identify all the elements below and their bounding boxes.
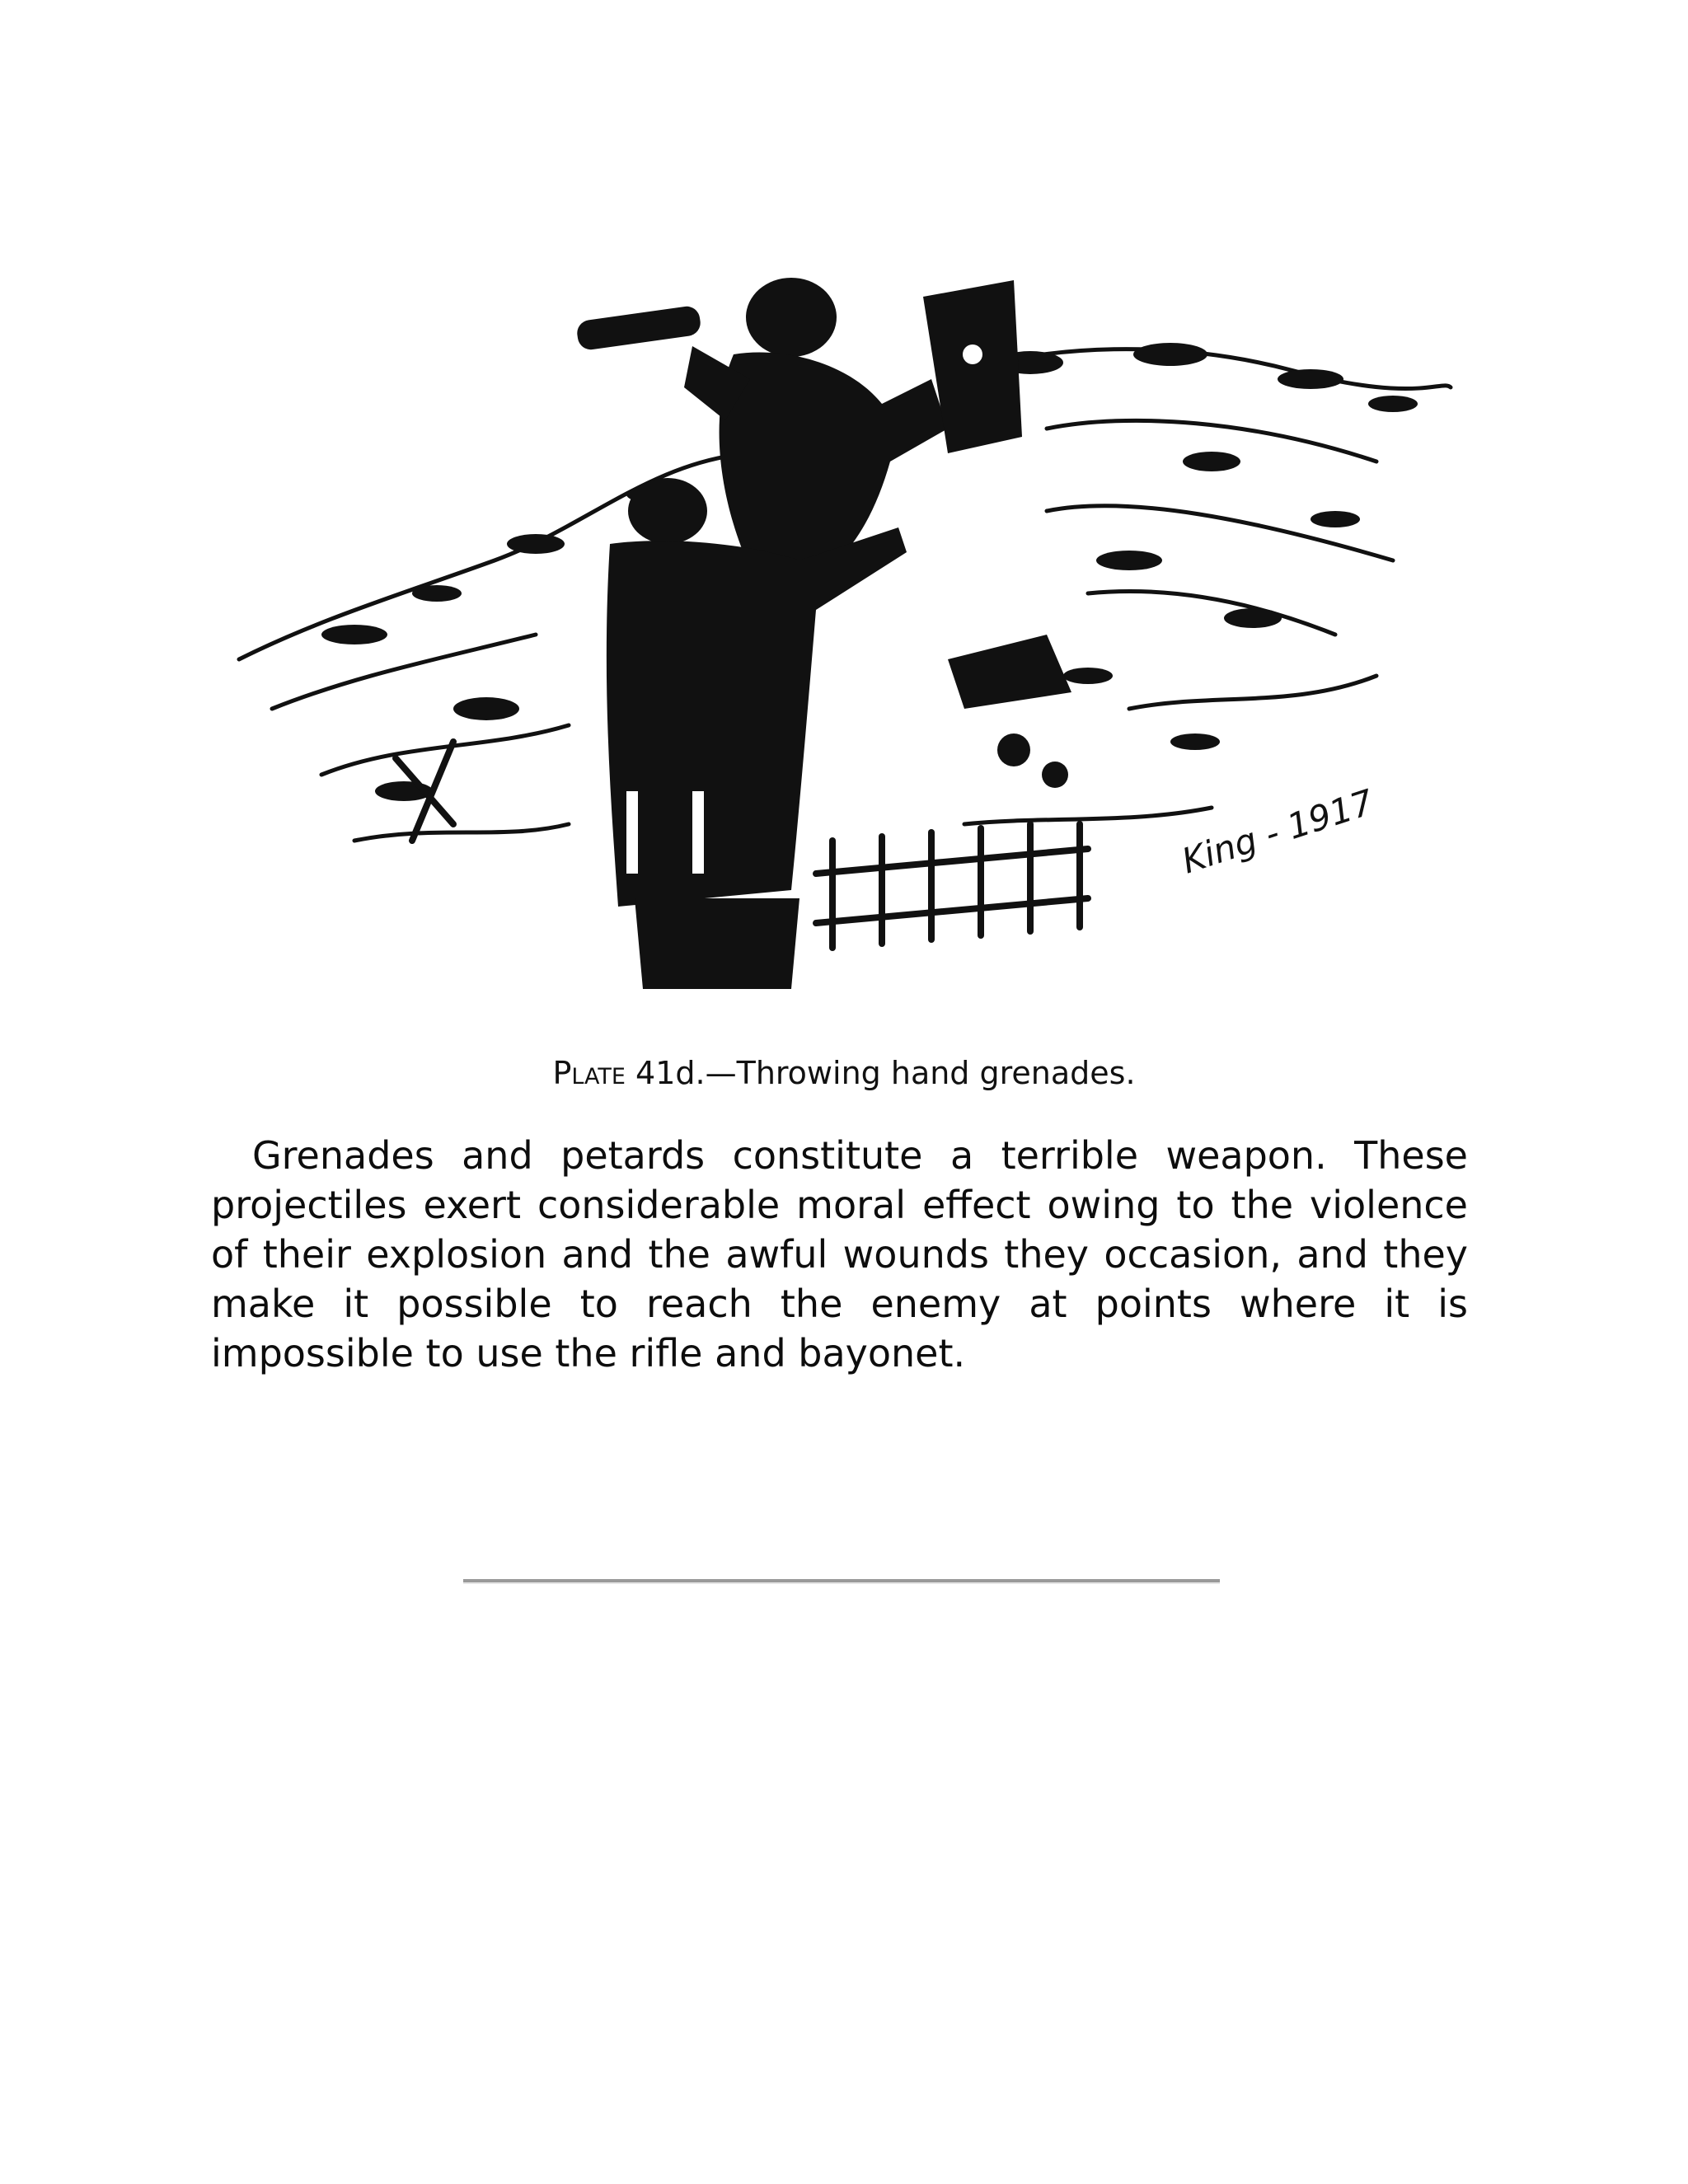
plate-label: Plate <box>552 1055 626 1091</box>
grenade-throwing-illustration <box>223 247 1459 1014</box>
artist-signature: King - 1917 <box>1176 781 1379 882</box>
section-divider <box>463 1579 1220 1584</box>
body-paragraph: Grenades and petards constitute a terrible weapon. These projectiles exert considerable moral effect owing to the violence of their explosion and the awful wounds they occasion, and they make it possible to reach the enemy at points where it is impossible to use the rifle and bayonet. <box>211 1133 1468 1376</box>
figure-caption <box>0 1053 1688 1093</box>
plate-caption-text: 41d.—Throwing hand grenades. <box>625 1055 1136 1091</box>
